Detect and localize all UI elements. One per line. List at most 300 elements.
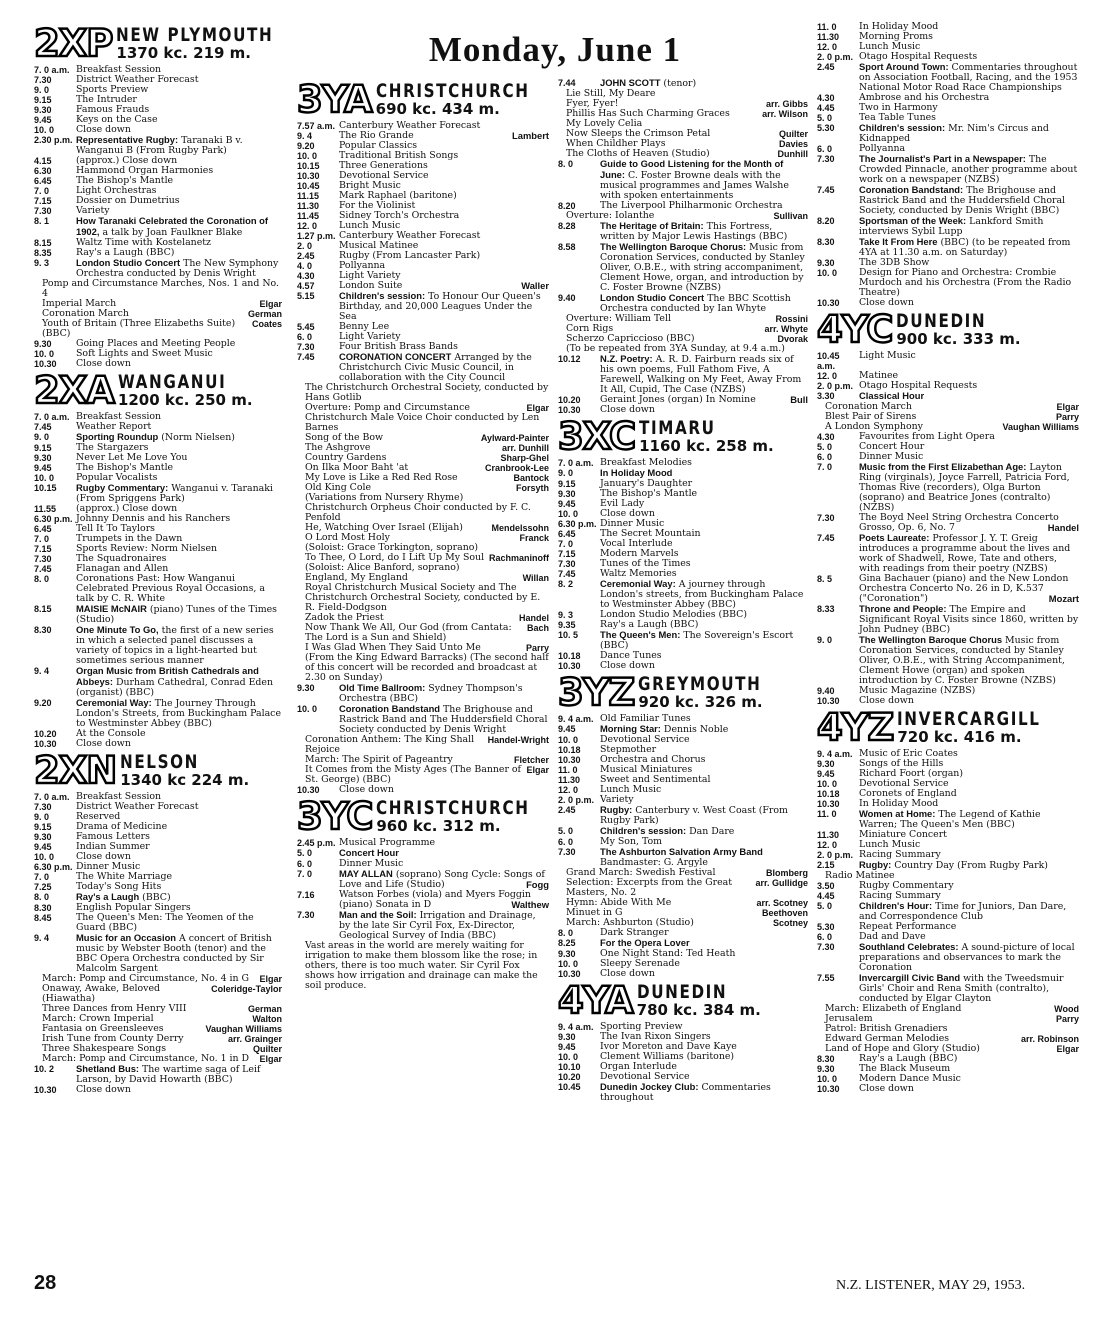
station-header [297,78,549,121]
entry-description: (BBC) (to be repeated from 4YA at 11.30 a.m. on Saturday) [859,237,1071,258]
entry-description: Musical Matinee [339,240,419,251]
entry-description: The Ivan Rixon Singers [600,1031,711,1042]
programme-composer: Scotney [772,918,808,928]
entry-time: 10.30 [34,739,57,749]
entry-time: 6.45 [34,176,52,186]
entry-highlight: MAISIE McNAIR [76,603,147,614]
entry-description: Bandmaster: G. Argyle [600,857,708,868]
schedule-entry [558,499,808,509]
entry-description: Breakfast Session [76,411,162,422]
schedule-entry [558,795,808,805]
entry-description: (Norm Nielsen) [161,432,235,443]
entry-time: 8.28 [558,221,576,231]
entry-time: 2.30 p.m. [34,135,73,145]
entry-description: London Suite [339,280,403,291]
entry-description: Close down [859,695,914,706]
programme-title: March: Crown Imperial [42,1013,154,1024]
entry-description: The wartime saga of Leif Larson, by David Howarth (BBC) [76,1064,261,1085]
programme-composer: arr. Gibbs [765,99,808,109]
schedule-entry [34,1064,282,1085]
entry-description: A journey through London's streets, from Buckingham Palace to Westminster Abbey (BBC) [600,579,804,610]
station-city: DUNEDIN [896,310,987,333]
station-info [118,373,253,409]
programme-title: March: The Spirit of Pageantry [305,754,453,765]
entry-time: 9.45 [34,115,52,125]
entry-time: 7.45 [34,422,52,432]
station-info [116,26,282,62]
station-frequency: 780 kc. 384 m. [636,1001,761,1020]
station-frequency: 690 kc. 434 m. [375,100,500,119]
schedule-entry [34,349,282,359]
entry-text [859,850,1079,860]
entry-description: A. R. D. Fairburn reads six of his own poems, Full Fathom Five, A Farewell, Walking on My Feet, Away From It All, Cupid, The Case (NZBS) [600,354,802,395]
entry-highlight: Women at Home: [859,808,936,819]
entry-time: 7.45 [817,185,835,195]
schedule-entry [817,901,1079,922]
entry-description: The Queen's Men: The Yeomen of the Guard (BBC) [76,912,254,933]
entry-text [339,291,549,322]
schedule-entry [34,666,282,698]
station-city: INVERCARGILL [897,708,1041,731]
schedule-entry [817,351,1079,371]
entry-text [859,462,1079,513]
schedule-entry [34,913,282,933]
entry-time: 9.45 [34,463,52,473]
programme-title: Corn Rigs [566,323,614,334]
programme-composer: Elgar [526,765,549,775]
programme-composer: Davies [778,139,808,149]
entry-text [76,359,282,369]
entry-time: 11.30 [558,775,581,785]
station-frequency: 960 kc. 312 m. [376,817,501,836]
entry-text [859,696,1079,706]
entry-text [600,579,808,610]
programme-composer: arr. Dunhill [501,443,549,453]
schedule-entry [817,513,1079,533]
entry-description: Rugby Commentary [859,880,954,891]
programme-title: (BBC) [42,328,71,339]
schedule-entry [817,462,1079,513]
entry-time: 6. 0 [817,452,833,462]
entry-highlight: The Journalist's Part in a Newspaper: [859,153,1026,164]
schedule-entry [817,22,1079,32]
programme-title: Zadok the Priest [305,612,384,623]
entry-time: 9.15 [34,95,52,105]
entry-description: a talk by Joan Faulkner Blake [102,227,243,238]
schedule-entry [34,514,282,524]
entry-description: Famous Frauds [76,104,150,115]
entry-description: For the Violinist [339,200,416,211]
entry-description: The Stargazers [76,442,149,453]
programme-title: Selection: Excerpts from the Great Masters, No. 2 [566,877,732,898]
entry-highlight: Sporting Roundup [76,431,159,442]
entry-time: 6. 0 [558,837,574,847]
station-frequency: 1200 kc. 250 m. [117,391,253,410]
entry-text [859,237,1079,258]
schedule-entry [817,686,1079,696]
entry-time: 12. 0 [817,42,838,52]
schedule-entry [558,242,808,293]
programme-title: Christchurch Male Voice Choir conducted by Len Barnes [305,412,540,433]
schedule-entry [558,405,808,415]
entry-text [600,242,808,293]
programme-composer: Elgar [259,974,282,984]
entry-description: Dark Stranger [600,927,669,938]
entry-description: A concert of British music by Webster Booth (tenor) and the BBC Opera Orchestra conducted by Sir Malcolm Sargent [76,933,272,974]
entry-description: A sound-picture of local preparations and observances to mark the Coronation [859,942,1075,973]
entry-description: C. Foster Browne deals with the musical programmes and James Walshe with spoken entertainments [600,170,789,201]
entry-text [600,969,808,979]
entry-description: The New Symphony Orchestra conducted by Denis Wright [76,258,279,279]
station-info [376,799,549,835]
entry-time: 9.30 [558,949,576,959]
entry-time: 4.45 [817,891,835,901]
schedule-entry [558,651,808,661]
entry-text [600,354,808,395]
entry-description: Breakfast Session [76,791,162,802]
schedule-entry [558,529,808,539]
entry-highlight: N.Z. Poetry: [600,353,653,364]
programme-composer: Bach [526,623,549,633]
programme-title: It Comes from the Misty Ages (The Banner of St. George) (BBC) [305,764,522,785]
programme-title: My Love is Like a Red Red Rose [305,472,458,483]
entry-time: 4.30 [817,432,835,442]
schedule-entry [817,830,1079,840]
programme-composer: Vaughan Williams [1002,422,1079,432]
station-header [34,369,282,412]
entry-time: 10.30 [817,298,840,308]
entry-time: 11. 0 [817,809,837,819]
entry-description: Close down [600,660,655,671]
entry-text [600,405,808,415]
entry-text [76,1085,282,1095]
programme-composer: Quilter [778,129,808,139]
schedule-entry [297,704,549,735]
schedule-entry [558,805,808,826]
entry-time: 12. 0 [817,840,838,850]
programme-title: Irish Tune from County Derry [42,1033,184,1044]
programme-composer: Elgar [259,1054,282,1064]
entry-highlight: How Taranaki Celebrated the Coronation of 1902, [76,215,269,237]
schedule-entry [297,859,549,869]
entry-composer: Handel [1047,522,1079,533]
entry-description: Music from Coronation Services, conducted by Stanley Oliver, O.B.E., with String Accompaniment, Clement Howe (organ) and spoken introduction by C. Foster Browne (NZBS) [859,635,1065,686]
schedule-entry [34,882,282,892]
entry-description: Dinner Music [76,861,141,872]
entry-text [600,221,808,242]
entry-highlight: Invercargill Civic Band [859,972,961,983]
entry-time: 2. 0 [297,241,313,251]
programme-composer: Blomberg [765,868,808,878]
programme-title: He, Watching Over Israel (Elijah) [305,522,463,533]
entry-description: Coronets of England [859,788,957,799]
station-logo: 4YC [817,308,893,351]
entry-text [76,698,282,729]
entry-description: Modern Dance Music [859,1073,961,1084]
entry-time: 8. 0 [558,159,574,169]
entry-highlight: Old Time Ballroom: [339,682,426,693]
entry-description: Close down [339,784,394,795]
entry-time: 7.30 [34,206,52,216]
programme-title: Royal Christchurch Musical Society and The Christchurch Orchestral Society, conducted by E. R. Field-Dodgson [305,582,541,613]
entry-time: 9. 3 [34,258,50,268]
entry-description: Matinee [859,370,899,381]
entry-description: Geraint Jones (organ) In Nomine [600,394,756,405]
schedule-entry [558,159,808,201]
entry-time: 12. 0 [817,371,838,381]
entry-time: 10.20 [34,729,57,739]
station-city: GREYMOUTH [638,673,762,696]
entry-time: 2. 0 p.m. [817,52,854,62]
entry-description: Close down [859,1083,914,1094]
schedule-entry [297,838,549,848]
entry-description: Organ Interlude [600,1061,677,1072]
entry-description: (approx.) Close down [76,155,178,166]
schedule-entry [817,93,1079,103]
entry-time: 7. 0 [34,872,50,882]
programme-composer: Bantock [513,473,549,483]
entry-description: Music from Coronation Services, conducted by Stanley Oliver, O.B.E., with string accompaniment, Clement Howe, organ, and introduction by C. Foster Browne (NZBS) [600,242,805,293]
station-frequency: 1160 kc. 258 m. [639,437,774,456]
entry-highlight: Classical Hour [859,390,925,401]
entry-highlight: Ceremonial Way: [76,697,152,708]
entry-description: This Fortress, written by Major Lewis Hastings (BBC) [600,221,788,242]
entry-description: Close down [859,297,914,308]
entry-description: Dossier on Dumetrius [76,195,180,206]
entry-time: 11. 0 [817,22,837,32]
schedule-entry [817,749,1079,759]
entry-description: Weather Report [76,421,152,432]
programme-title: Now Sleeps the Crimson Petal [566,128,711,139]
programme-item [34,279,282,299]
programme-composer: German [247,1004,282,1014]
entry-description: (BBC) [142,892,171,903]
entry-description: Tell It To Taylors [76,523,155,534]
entry-time: 8. 5 [817,574,833,584]
programme-title: March: Pomp and Circumstance, No. 4 in G [42,973,250,984]
entry-description: Time for Juniors, Dan Dare, and Correspondence Club [859,901,1067,922]
station-city: NELSON [120,751,200,774]
entry-time: 7. 0 [34,534,50,544]
entry-time: 2.45 p.m. [297,838,336,848]
programme-title: A London Symphony [825,421,923,432]
entry-time: 10.18 [558,651,581,661]
entry-highlight: JOHN SCOTT [600,78,661,88]
programme-title: Blest Pair of Sirens [825,411,917,422]
entry-time: 2. 0 p.m. [817,381,854,391]
station-city: CHRISTCHURCH [375,80,530,103]
schedule-entry [34,135,282,156]
entry-time: 9. 4 a.m. [558,714,594,724]
schedule-entry [817,922,1079,932]
entry-time: 10. 0 [34,473,55,483]
entry-time: 2.45 [558,805,576,815]
programme-composer: Franck [519,533,549,543]
entry-description: Mark Raphael (baritone) [339,190,457,201]
entry-description: Music Magazine (NZBS) [859,685,976,696]
entry-description: Tea Table Tunes [859,112,936,123]
entry-description: Johnny Dennis and his Ranchers [76,513,231,524]
schedule-entry [558,826,808,837]
station-logo: 3YZ [558,671,635,714]
entry-description: Dinner Music [339,858,404,869]
station-info [638,675,792,711]
schedule-entry [558,509,808,519]
entry-time: 6. 0 [817,144,833,154]
entry-time: 10. 0 [558,735,579,745]
entry-time: 9.15 [558,479,576,489]
entry-text [339,683,549,704]
programme-title: Minuet in G [566,907,623,918]
entry-description: Miniature Concert [859,829,947,840]
programme-composer: Beethoven [761,908,808,918]
entry-text [859,635,1079,686]
station-header [34,22,282,65]
entry-time: 7. 0 [34,186,50,196]
entry-description: Sporting Preview [600,1021,683,1032]
entry-description: Taranaki B v. Wanganui B (From Rugby Park) [76,135,243,156]
station-logo: 2XP [34,22,113,65]
entry-time: 7.45 [817,533,835,543]
page-title: Monday, June 1 [428,30,682,69]
entry-time: 8.58 [558,242,576,252]
schedule-entry [558,785,808,795]
schedule-entry [34,625,282,666]
entry-description: The BBC Scottish Orchestra conducted by Ian Whyte [600,293,791,314]
entry-highlight: Rugby Commentary: [76,482,169,493]
schedule-entry [817,942,1079,973]
entry-highlight: Rugby: [859,859,892,870]
programme-item [34,319,282,329]
programme-title: When Childher Plays [566,138,666,149]
entry-description: Otago Hospital Requests [859,51,978,62]
entry-description: with the Tweedsmuir Girls' Choir and Rena Smith (contralto), conducted by Elgar Clayton [859,973,1064,1004]
programme-composer: Dvorak [777,334,808,344]
schedule-entry [34,196,282,206]
entry-description: Favourites from Light Opera [859,431,995,442]
entry-time: 10.10 [558,1062,581,1072]
entry-time: 8.25 [558,938,576,948]
entry-time: 7.45 [34,564,52,574]
schedule-entry [34,463,282,473]
entry-text [859,216,1079,237]
schedule-entry [817,123,1079,144]
programme-composer: Parry [1055,412,1079,422]
entry-text [76,933,282,974]
programme-composer: Parry [525,643,549,653]
entry-description: Traditional British Songs [339,150,459,161]
entry-highlight: Representative Rugby: [76,134,179,145]
schedule-entry [34,698,282,729]
station-info [637,983,761,1019]
entry-time: 7. 0 a.m. [34,412,70,422]
entry-text [859,973,1079,1004]
programme-title: Coronation March [825,401,912,412]
entry-time: 10.30 [558,405,581,415]
entry-time: 3.30 [817,391,835,401]
programme-composer: Sharp-Ghel [500,453,549,463]
programme-title: March: Elizabeth of England [825,1003,962,1014]
schedule-entry [558,847,808,868]
station-frequency: 720 kc. 416 m. [897,728,1022,747]
programme-title: The Christchurch Orchestral Society, conducted by Hans Gotlib [305,382,549,403]
entry-description: Popular Classics [339,140,418,151]
schedule-entry [817,113,1079,123]
entry-description: Variety [76,205,110,216]
schedule-entry [297,271,549,281]
entry-time: 7.55 [817,973,835,983]
entry-description: Light Orchestras [76,185,157,196]
entry-time: 9.45 [817,769,835,779]
entry-time: 7. 0 [817,462,833,472]
programme-composer: Mendelssohn [491,523,549,533]
entry-time: 10.15 [297,161,320,171]
schedule-entry [34,359,282,369]
entry-composer: Fogg [526,879,549,890]
programme-title: Phillis Has Such Charming Graces [566,108,730,119]
entry-description: Devotional Service [859,778,949,789]
entry-description: Evil Lady [600,498,645,509]
entry-time: 10. 0 [817,268,838,278]
schedule-entry [817,850,1079,860]
schedule-entry [558,395,808,405]
entry-description: Richard Foort (organ) [859,768,963,779]
entry-description: Canterbury Weather Forecast [339,120,481,131]
programme-composer: Coates [251,319,282,329]
column-1 [34,22,282,1095]
schedule-entry [34,432,282,443]
entry-text [600,293,808,314]
schedule-entry [34,85,282,95]
station-city: TIMARU [639,417,716,440]
entry-description: Close down [600,968,655,979]
entry-description: Hammond Organ Harmonies [76,165,214,176]
entry-time: 7. 0 a.m. [34,65,70,75]
schedule-entry [558,959,808,969]
programme-item [297,765,549,785]
entry-time: 10.20 [558,1072,581,1082]
programme-title: I Was Glad When They Said Unto Me [305,642,481,653]
schedule-entry [297,291,549,322]
entry-time: 6.30 [34,166,52,176]
entry-time: 8.30 [817,1054,835,1064]
schedule-entry [297,910,549,941]
station-info [376,82,549,118]
entry-description: Pollyanna [859,143,906,154]
programme-composer: arr. Scotney [756,898,808,908]
entry-description: Devotional Service [339,170,429,181]
entry-description: Ivor Moreton and Dave Kaye [600,1041,737,1052]
entry-description: Dinner Music [600,518,665,529]
entry-description: Bright Music [339,180,401,191]
entry-highlight: The Wellington Baroque Chorus: [600,241,747,252]
entry-time: 5. 0 [817,113,833,123]
entry-time: 4.15 [34,156,52,166]
entry-highlight: Poets Laureate: [859,532,930,543]
issue-line: N.Z. LISTENER, MAY 29, 1953. [836,1278,1026,1293]
entry-description: Old Familiar Tunes [600,713,691,724]
programme-title: Overture: William Tell [566,313,671,324]
programme-title: Song of the Bow [305,432,384,443]
entry-description: (soprano) Song Cycle: Songs of Love and Life (Studio) [339,869,545,890]
schedule-entry [558,1052,808,1062]
programme-composer: Fletcher [513,755,549,765]
entry-description: The Black Museum [859,1063,951,1074]
entry-description: London Studio Melodies (BBC) [600,609,747,620]
entry-time: 4.30 [817,93,835,103]
schedule-entry [558,620,808,630]
programme-title: Old King Cole [305,482,372,493]
